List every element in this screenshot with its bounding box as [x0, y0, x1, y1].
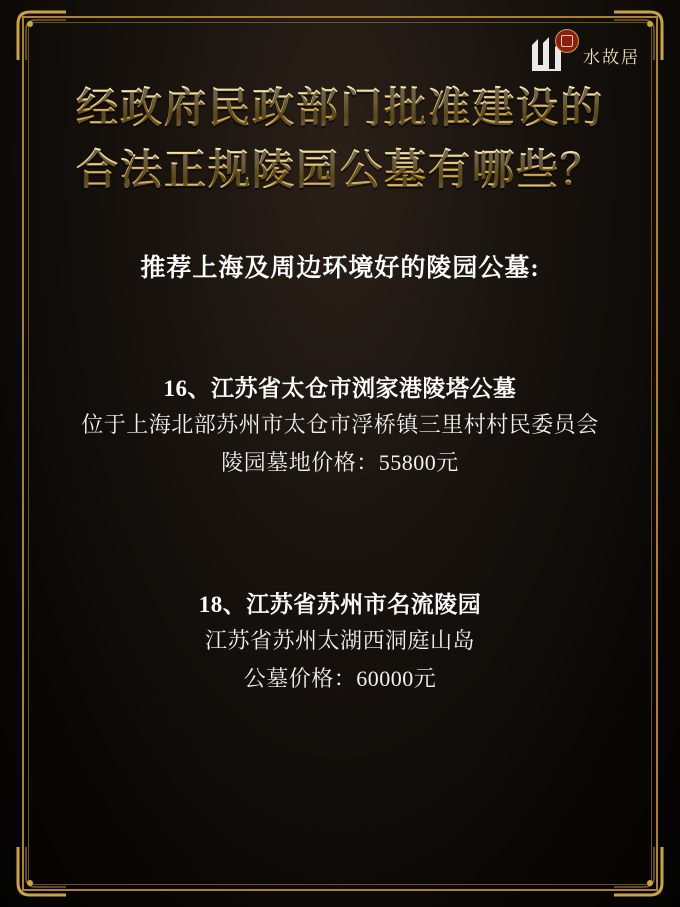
entry-price: 公墓价格：60000元: [243, 666, 437, 691]
entry-price: 陵园墓地价格：55800元: [221, 450, 459, 475]
entry-title: 18、江苏省苏州市名流陵园: [198, 592, 482, 617]
corner-ornament-icon: [14, 845, 68, 899]
cemetery-list: [40, 372, 640, 698]
brand-name: 水故居: [583, 47, 640, 67]
red-seal-icon: [555, 29, 579, 53]
corner-ornament-icon: [14, 8, 68, 62]
entry-title: 16、江苏省太仓市浏家港陵塔公墓: [163, 376, 517, 401]
list-item: [40, 588, 640, 698]
brand-logo: [529, 30, 640, 80]
mountain-logo-icon: [529, 35, 575, 75]
corner-ornament-icon: [612, 845, 666, 899]
page-title: [0, 78, 680, 202]
entry-location: 位于上海北部苏州市太仓市浮桥镇三里村村民委员会: [81, 412, 599, 437]
title-line-1: 经政府民政部门批准建设的: [0, 78, 680, 140]
list-item: [40, 372, 640, 482]
title-line-2: 合法正规陵园公墓有哪些？: [0, 140, 680, 202]
entry-location: 江苏省苏州太湖西洞庭山岛: [204, 628, 475, 653]
subheading: 推荐上海及周边环境好的陵园公墓:: [140, 255, 540, 282]
